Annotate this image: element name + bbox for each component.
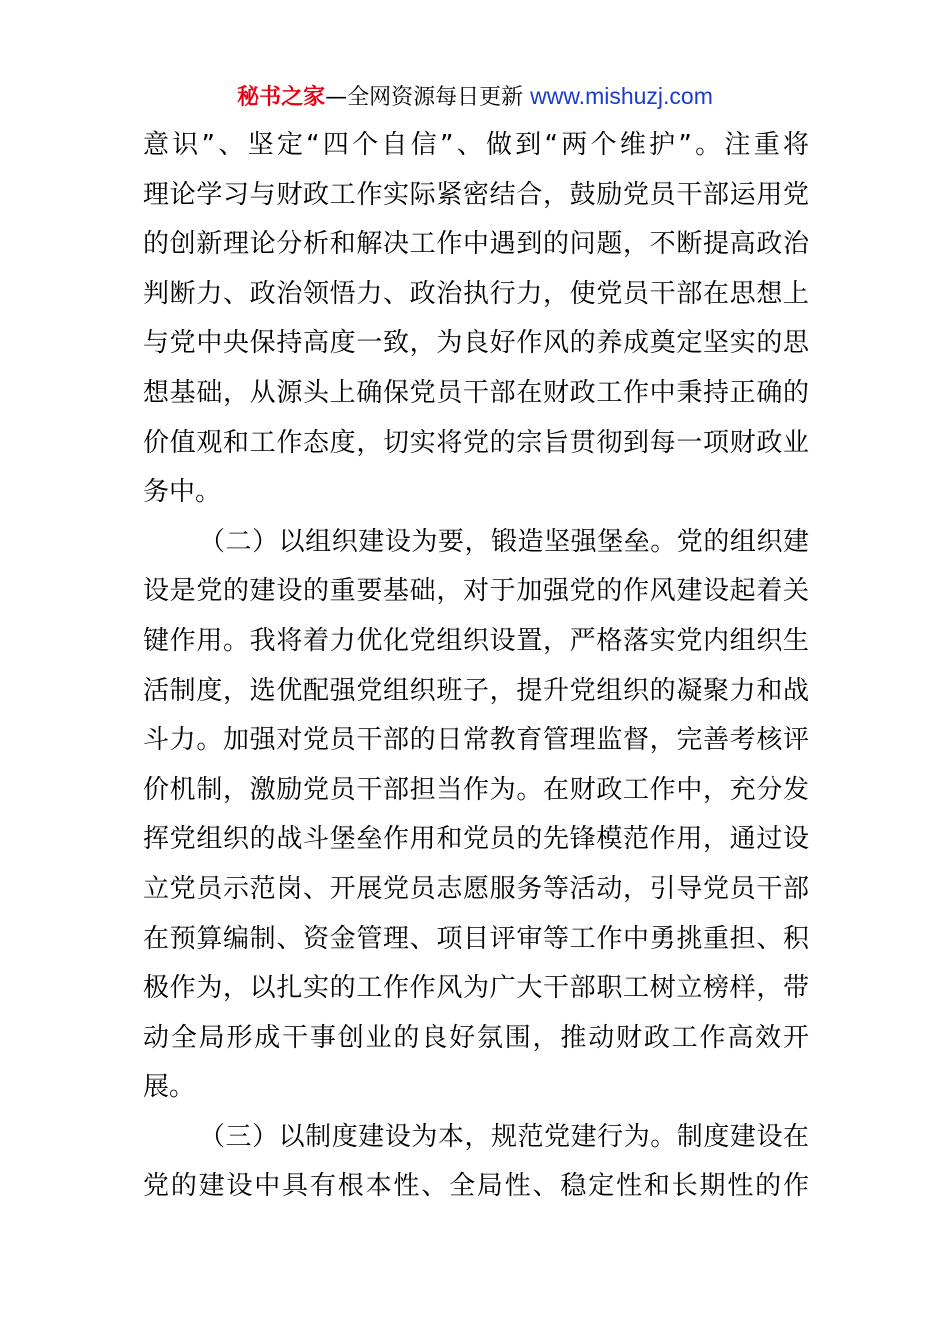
text-line: （二）以组织建设为要，锻造坚强堡垒。党的组织建 bbox=[199, 526, 809, 557]
text-line: 极作为，以扎实的工作作风为广大干部职工树立榜样，带 bbox=[143, 973, 809, 1004]
text-line: 动全局形成干事创业的良好氛围，推动财政工作高效开 bbox=[143, 1022, 809, 1053]
text-line: 理论学习与财政工作实际紧密结合，鼓励党员干部运用党 bbox=[143, 179, 809, 210]
text-line: 挥党组织的战斗堡垒作用和党员的先锋模范作用，通过设 bbox=[143, 824, 809, 855]
text-line: 展。 bbox=[143, 1072, 196, 1103]
text-line: 立党员示范岗、开展党员志愿服务等活动，引导党员干部 bbox=[143, 873, 809, 904]
text-line: 设是党的建设的重要基础，对于加强党的作风建设起着关 bbox=[143, 576, 809, 607]
text-line: 党的建设中具有根本性、全局性、稳定性和长期性的作 bbox=[143, 1171, 809, 1202]
text-line: 与党中央保持高度一致，为良好作风的养成奠定坚实的思 bbox=[143, 328, 809, 359]
text-line: 价机制，激励党员干部担当作为。在财政工作中，充分发 bbox=[143, 774, 809, 805]
text-line: 务中。 bbox=[143, 477, 222, 508]
text-line: 价值观和工作态度，切实将党的宗旨贯彻到每一项财政业 bbox=[143, 427, 809, 458]
text-line: 想基础，从源头上确保党员干部在财政工作中秉持正确的 bbox=[143, 377, 809, 408]
text-line: （三）以制度建设为本，规范党建行为。制度建设在 bbox=[199, 1121, 809, 1152]
text-line: 键作用。我将着力优化党组织设置，严格落实党内组织生 bbox=[143, 625, 809, 656]
header-tagline: —全网资源每日更新 bbox=[325, 85, 531, 110]
brand-name: 秘书之家 bbox=[237, 85, 326, 110]
text-line: 在预算编制、资金管理、项目评审等工作中勇挑重担、积 bbox=[143, 923, 809, 954]
document-body bbox=[143, 121, 809, 1212]
site-url-link[interactable]: www.mishuzj.com bbox=[530, 83, 713, 109]
text-line: 活制度，选优配强党组织班子，提升党组织的凝聚力和战 bbox=[143, 675, 809, 706]
page-header bbox=[0, 80, 950, 114]
text-line: 斗力。加强对党员干部的日常教育管理监督，完善考核评 bbox=[143, 725, 809, 756]
paragraph bbox=[143, 121, 809, 518]
text-line: 的创新理论分析和解决工作中遇到的问题，不断提高政治 bbox=[143, 229, 809, 260]
text-line: 意识”、坚定“四个自信”、做到“两个维护”。注重将 bbox=[143, 130, 809, 160]
paragraph bbox=[143, 1113, 809, 1212]
text-line: 判断力、政治领悟力、政治执行力，使党员干部在思想上 bbox=[143, 278, 809, 309]
paragraph bbox=[143, 518, 809, 1113]
